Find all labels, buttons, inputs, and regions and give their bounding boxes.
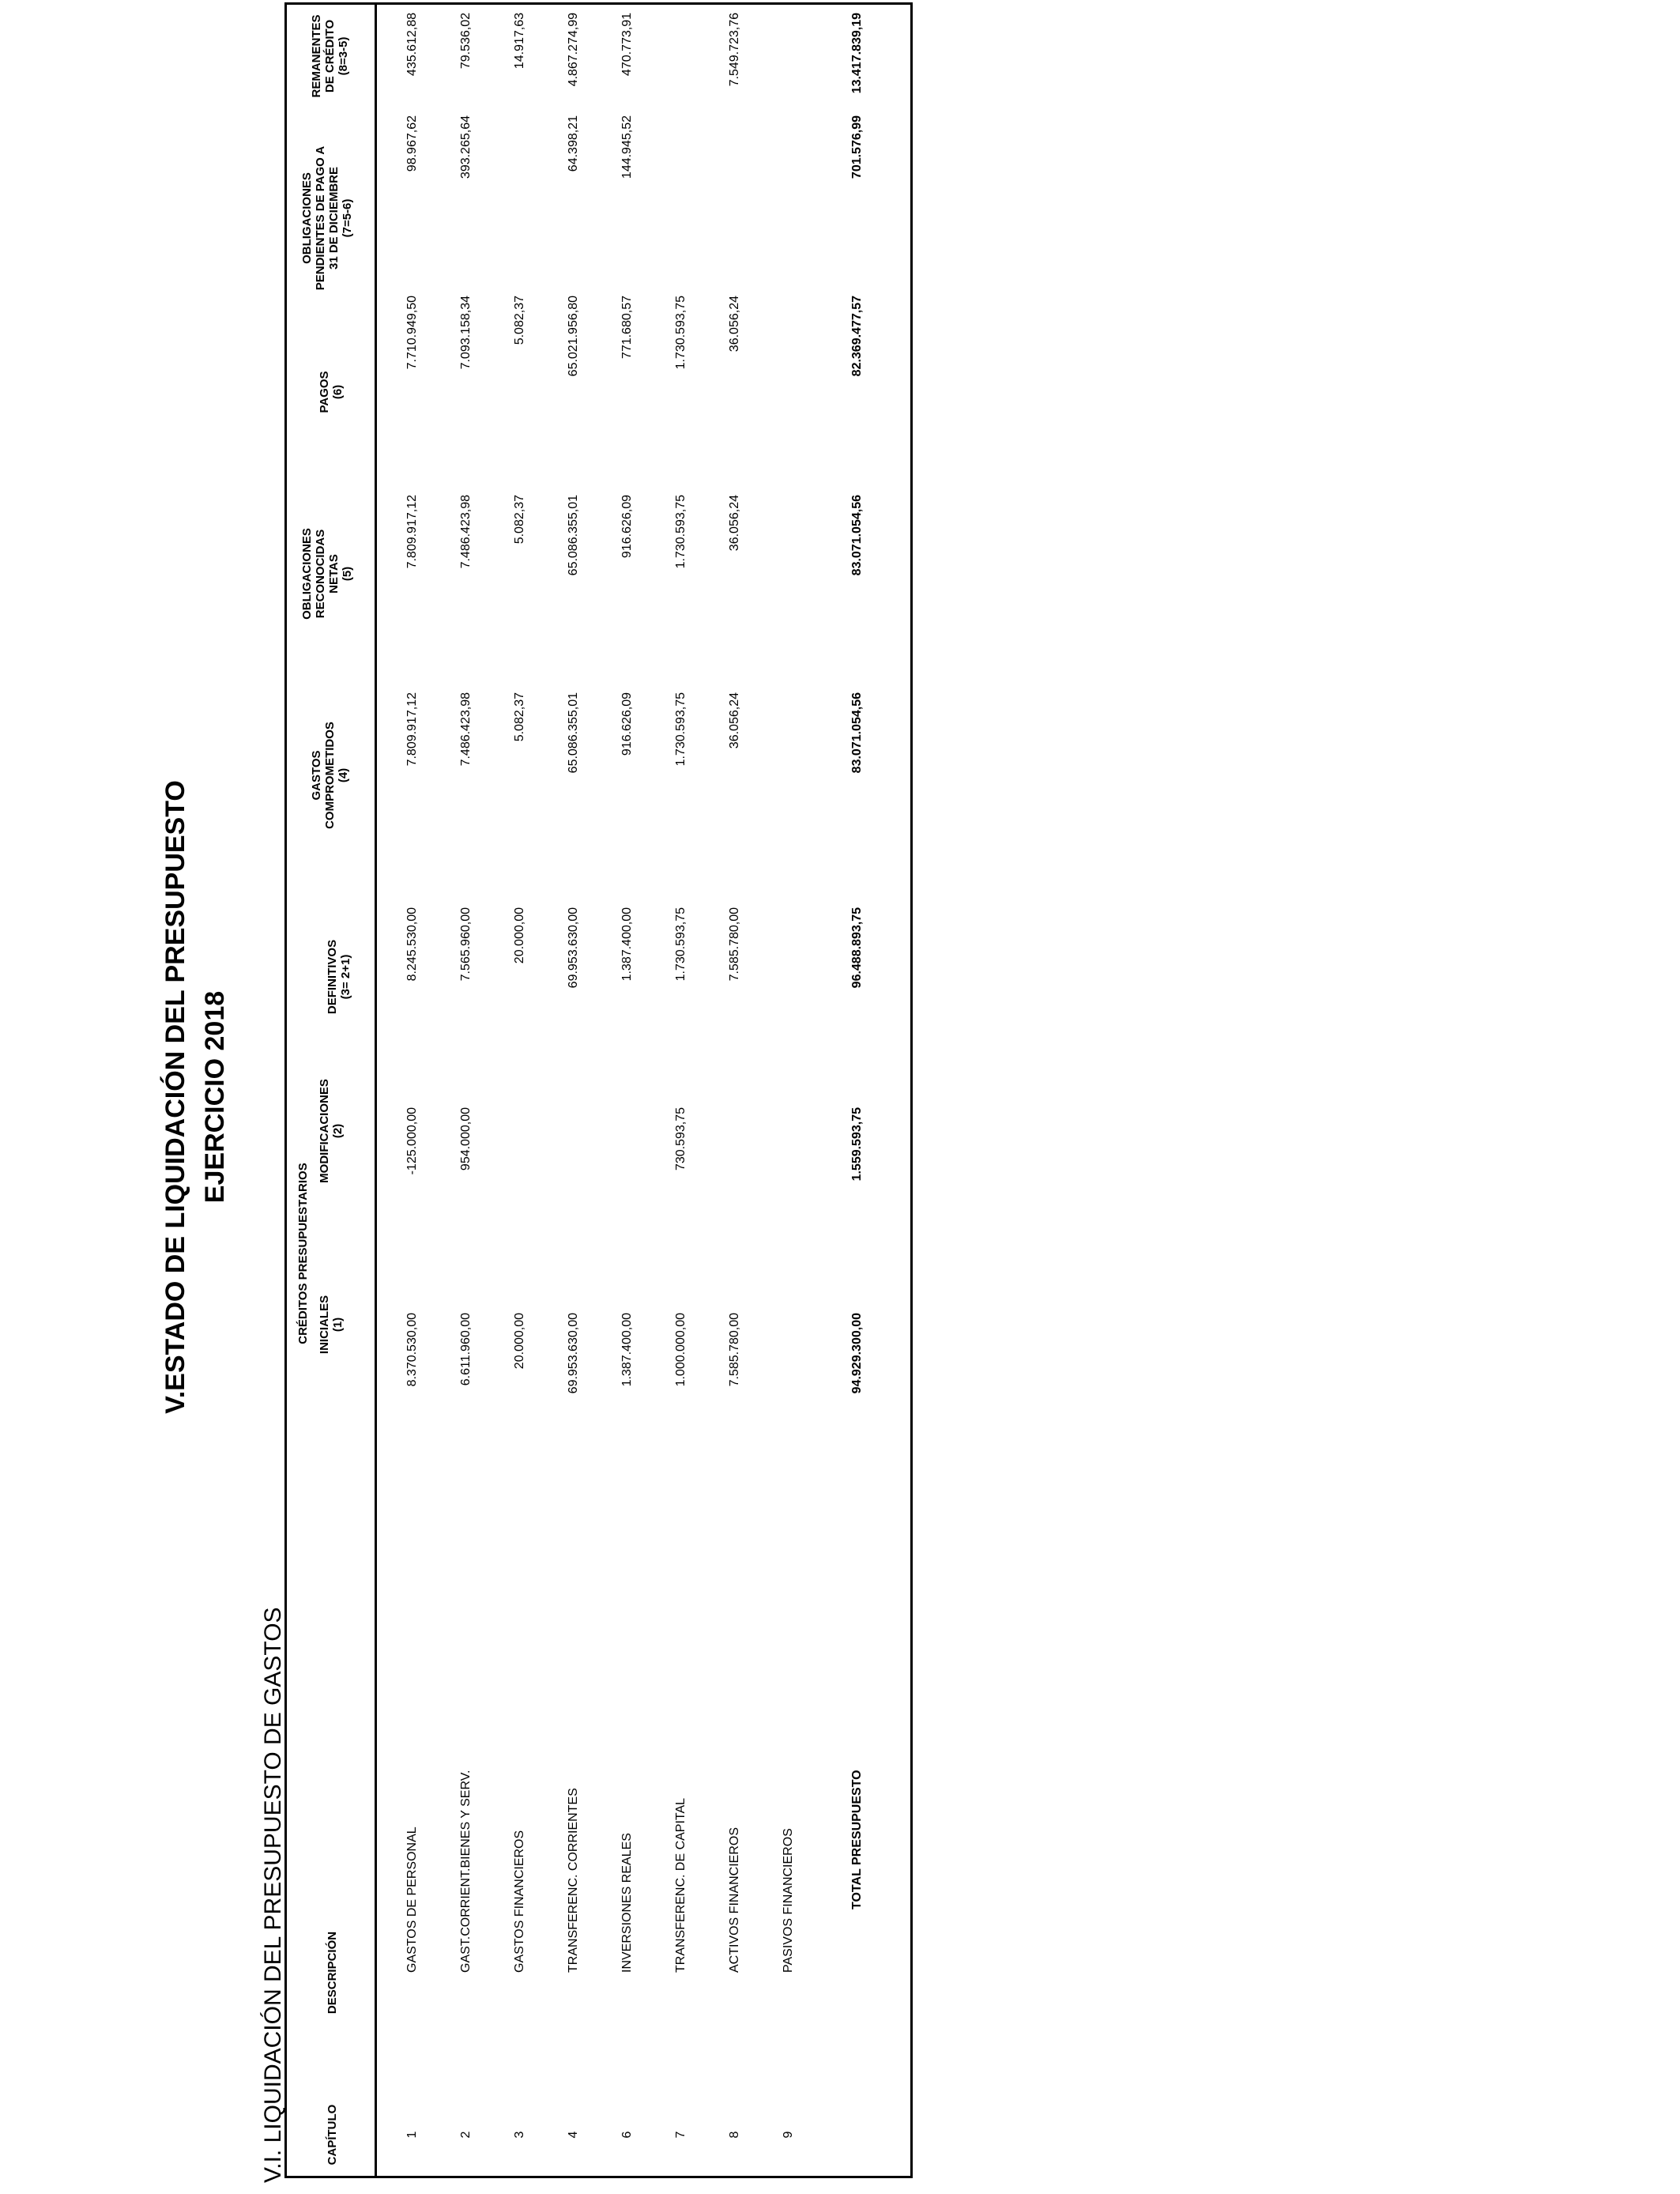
header-iniciales [318, 1277, 345, 1372]
cell-comprometidos: 916.626,09 [620, 692, 634, 756]
cell-definitivos: 69.953.630,00 [567, 907, 580, 989]
header-iniciales-line1: INICIALES [318, 1295, 331, 1355]
header-pendientes-line3: 31 DE DICIEMBRE [327, 166, 341, 270]
cell-capitulo: 1 [405, 2131, 419, 2139]
cell-iniciales: 8.370.530,00 [405, 1313, 419, 1387]
total-definitivos: 96.488.893,75 [850, 907, 864, 989]
cell-obligaciones: 7.486.423,98 [459, 495, 473, 569]
cell-pendientes: 393.265,64 [459, 115, 473, 179]
cell-modificaciones: 954.000,00 [459, 1107, 473, 1171]
cell-pagos: 1.730.593,75 [674, 296, 687, 370]
cell-definitivos: 8.245.530,00 [405, 907, 419, 982]
cell-definitivos: 7.585.780,00 [728, 907, 741, 982]
cell-obligaciones: 7.809.917,12 [405, 495, 419, 569]
cell-pendientes: 144.945,52 [620, 115, 634, 179]
cell-definitivos: 1.730.593,75 [674, 907, 687, 982]
cell-definitivos: 7.565.960,00 [459, 907, 473, 982]
header-obligaciones-line1: OBLIGACIONES [300, 528, 314, 620]
cell-descripcion: INVERSIONES REALES [620, 1833, 634, 1973]
cell-comprometidos: 65.086.355,01 [567, 692, 580, 774]
cell-descripcion: PASIVOS FINANCIEROS [782, 1828, 795, 1973]
cell-pendientes: 64.398,21 [567, 115, 580, 172]
cell-remanentes: 4.867.274,99 [567, 13, 580, 87]
header-pendientes-line4: (7=5-6) [341, 198, 354, 238]
cell-comprometidos: 5.082,37 [513, 692, 526, 742]
cell-remanentes: 7.549.723,76 [728, 13, 741, 87]
cell-pagos: 771.680,57 [620, 296, 634, 360]
cell-comprometidos: 1.730.593,75 [674, 692, 687, 767]
cell-definitivos: 1.387.400,00 [620, 907, 634, 982]
header-obligaciones [300, 511, 354, 637]
header-definitivos-line1: DEFINITIVOS [326, 939, 339, 1015]
cell-iniciales: 69.953.630,00 [567, 1313, 580, 1394]
cell-obligaciones: 1.730.593,75 [674, 495, 687, 569]
cell-pagos: 7.093.158,34 [459, 296, 473, 370]
cell-comprometidos: 36.056,24 [728, 692, 741, 749]
header-pagos [318, 352, 345, 432]
cell-remanentes: 435.612,88 [405, 13, 419, 77]
cell-modificaciones: -125.000,00 [405, 1107, 419, 1175]
header-remanentes-line1: REMANENTES [310, 14, 323, 98]
total-pendientes: 701.576,99 [850, 115, 864, 179]
header-capitulo: CAPÍTULO [326, 2104, 339, 2166]
header-definitivos [326, 914, 352, 1040]
total-comprometidos: 83.071.054,56 [850, 692, 864, 774]
cell-descripcion: TRANSFERENC. CORRIENTES [567, 1788, 580, 1973]
cell-pagos: 65.021.956,80 [567, 296, 580, 377]
cell-descripcion: TRANSFERENC. DE CAPITAL [674, 1797, 687, 1973]
cell-iniciales: 6.611.960,00 [459, 1313, 473, 1386]
header-comprometidos-line2: COMPROMETIDOS [323, 722, 337, 829]
total-label: TOTAL PRESUPUESTO [850, 1770, 864, 1909]
header-remanentes-line3: (8=3-5) [337, 36, 350, 76]
cell-iniciales: 1.387.400,00 [620, 1313, 634, 1387]
cell-capitulo: 2 [459, 2131, 473, 2139]
header-modificaciones [318, 1056, 345, 1206]
cell-capitulo: 6 [620, 2131, 634, 2139]
header-definitivos-line2: (3= 2+1) [339, 954, 352, 1000]
cell-pagos: 7.710.949,50 [405, 296, 419, 370]
header-descripcion: DESCRIPCIÓN [326, 1931, 339, 2015]
cell-descripcion: ACTIVOS FINANCIEROS [728, 1826, 741, 1973]
header-comprometidos [310, 708, 350, 843]
cell-remanentes: 79.536,02 [459, 13, 473, 70]
total-obligaciones: 83.071.054,56 [850, 495, 864, 576]
header-remanentes-line2: DE CRÉDITO [323, 19, 337, 93]
cell-obligaciones: 65.086.355,01 [567, 495, 580, 576]
header-comprometidos-line1: GASTOS [310, 750, 323, 801]
cell-comprometidos: 7.486.423,98 [459, 692, 473, 767]
header-modificaciones-line1: MODIFICACIONES [318, 1079, 331, 1183]
cell-capitulo: 4 [567, 2131, 580, 2139]
cell-iniciales: 20.000,00 [513, 1313, 526, 1370]
total-pagos: 82.369.477,57 [850, 296, 864, 377]
header-pagos-line1: PAGOS [318, 371, 331, 413]
cell-capitulo: 7 [674, 2131, 687, 2139]
cell-pendientes: 98.967,62 [405, 115, 419, 172]
cell-capitulo: 8 [728, 2131, 741, 2139]
header-pendientes-line2: PENDIENTES DE PAGO A [314, 145, 327, 291]
header-pendientes-line1: OBLIGACIONES [300, 172, 314, 264]
cell-modificaciones: 730.593,75 [674, 1107, 687, 1171]
page-subtitle-year: EJERCICIO 2018 [200, 990, 230, 1204]
cell-obligaciones: 5.082,37 [513, 495, 526, 545]
cell-iniciales: 7.585.780,00 [728, 1313, 741, 1387]
header-modificaciones-line2: (2) [331, 1123, 345, 1139]
cell-obligaciones: 916.626,09 [620, 495, 634, 559]
total-remanentes: 13.417.839,19 [850, 13, 864, 94]
header-obligaciones-line4: (5) [341, 566, 354, 582]
cell-definitivos: 20.000,00 [513, 907, 526, 964]
cell-iniciales: 1.000.000,00 [674, 1313, 687, 1387]
header-obligaciones-line3: NETAS [327, 554, 341, 594]
header-creditos-group: CRÉDITOS PRESUPUESTARIOS [296, 1163, 310, 1344]
cell-pagos: 36.056,24 [728, 296, 741, 352]
cell-obligaciones: 36.056,24 [728, 495, 741, 552]
cell-capitulo: 3 [513, 2131, 526, 2139]
cell-descripcion: GASTOS DE PERSONAL [405, 1826, 419, 1973]
cell-descripcion: GAST.CORRIENT.BIENES Y SERV. [459, 1770, 473, 1973]
cell-remanentes: 470.773,91 [620, 13, 634, 77]
header-iniciales-line2: (1) [331, 1317, 345, 1333]
header-obligaciones-line2: RECONOCIDAS [314, 529, 327, 619]
header-pagos-line2: (6) [331, 384, 345, 400]
header-comprometidos-line3: (4) [337, 767, 350, 783]
total-modificaciones: 1.559.593,75 [850, 1107, 864, 1182]
cell-pagos: 5.082,37 [513, 296, 526, 345]
cell-capitulo: 9 [782, 2131, 795, 2139]
cell-comprometidos: 7.809.917,12 [405, 692, 419, 767]
cell-remanentes: 14.917,63 [513, 13, 526, 70]
header-separator [375, 2, 377, 2178]
section-title: V.I. LIQUIDACIÓN DEL PRESUPUESTO DE GASTOS [260, 1607, 286, 2183]
table-frame [284, 2, 913, 2178]
page-title: V.ESTADO DE LIQUIDACIÓN DEL PRESUPUESTO [160, 780, 190, 1414]
total-iniciales: 94.929.300,00 [850, 1313, 864, 1394]
header-pendientes [300, 139, 354, 297]
cell-descripcion: GASTOS FINANCIEROS [513, 1830, 526, 1973]
header-remanentes [310, 5, 350, 107]
